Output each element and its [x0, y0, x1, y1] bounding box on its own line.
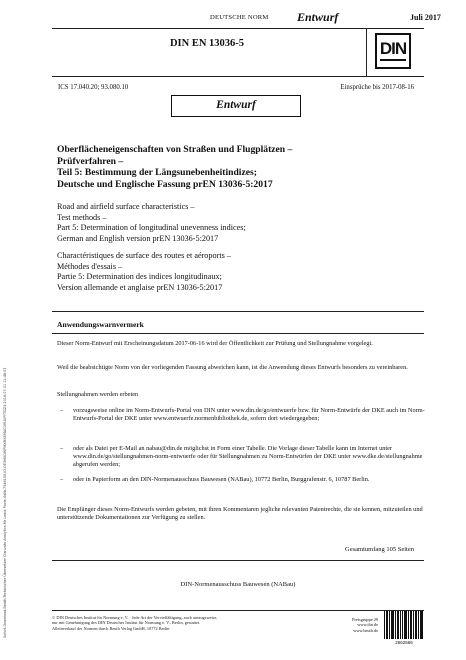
din-logo-text: DIN	[379, 39, 407, 58]
footer-copyright	[52, 615, 322, 631]
title-line: Oberflächeneigenschaften von Straßen und Flugplätzen –	[57, 144, 293, 155]
list-item-text: oder in Papierform an den DIN-Normenausschuss Bauwesen (NABau), 10772 Berlin, Burggrafenstr. 6, 10787 Berlin.	[73, 476, 370, 483]
title-line: Version allemande et anglaise prEN 13036-5:2017	[57, 282, 223, 292]
title-line: Méthodes d'essais –	[57, 261, 123, 271]
divider-publisher	[52, 560, 424, 561]
barcode-icon	[384, 611, 424, 639]
ics-code: ICS 17.040.20; 93.080.10	[58, 84, 129, 91]
warning-paragraph: Weil die beabsichtigte Norm von der vorliegenden Fassung abweichen kann, ist die Anwendung dieses Entwurfs besonders zu vereinbaren.	[57, 364, 408, 371]
price-group: Preisgruppe 29	[352, 617, 378, 622]
publisher-committee: DIN-Normenausschuss Bauwesen (NABau)	[180, 581, 296, 588]
title-french	[57, 251, 427, 293]
din-logo	[375, 33, 411, 69]
objection-deadline: Einsprüche bis 2017-08-16	[340, 84, 414, 91]
issue-date: Juli 2017	[410, 13, 441, 22]
warning-heading: Anwendungswarnvermerk	[57, 320, 144, 329]
draft-status-text: Entwurf	[216, 99, 256, 111]
footer-line: © DIN Deutsches Institut für Normung e. V. · Jede Art der Vervielfältigung, auch auszugsweise,	[52, 615, 218, 620]
list-item-text: vorzugsweise online im Norm-Entwurfs-Portal von DIN unter www.din.de/go/entwuerfe bzw. für Norm-Entwürfe der DKE auch im Norm-Entwurfs-Portal der DKE unter www.entwuerfe.normenbibliothek.de, sofern dort wiedergegeben;	[73, 407, 425, 422]
status-label: Entwurf	[297, 10, 339, 24]
total-pages: Gesamtumfang 105 Seiten	[345, 546, 414, 553]
title-line: German and English version prEN 13036-5:2017	[57, 233, 219, 243]
warning-paragraph: Stellungnahmen werden erbeten	[57, 391, 139, 398]
title-line: Road and airfield surface characteristics –	[57, 202, 195, 211]
footer-line: Alleinverkauf der Normen durch Beuth Verlag GmbH, 10772 Berlin	[52, 625, 170, 631]
title-line: Teil 5: Bestimmung der Längsunebenheitindizes;	[57, 167, 257, 179]
list-item-text: oder als Datei per E-Mail an nabau@din.de möglichst in Form einer Tabelle. Die Vorlage dieser Tabelle kann im Internet unter www.din.de/go/stellungnahmen-norm-entwuerfe oder für Stellungnahmen zu Norm-Entwürfen der DKE unter www.dke.de/stellungnahme abgerufen werden;	[73, 445, 423, 468]
title-line: Part 5: Determination of longitudinal unevenness indices;	[57, 223, 246, 233]
title-line: Deutsche und Englische Fassung prEN 13036-5:2017	[57, 178, 273, 190]
top-header	[0, 10, 466, 26]
logo-divider	[366, 28, 367, 76]
price-info	[330, 617, 378, 633]
divider-warning-bottom	[52, 333, 424, 334]
beuth-url-link[interactable]: www.beuth.de	[353, 627, 378, 633]
bullet-dash: –	[60, 445, 64, 452]
title-german	[57, 144, 427, 190]
title-line: Partie 5: Determination des indices longitudinaux;	[57, 272, 222, 282]
din-url-link[interactable]: www.din.de	[357, 622, 378, 628]
draft-status-box	[171, 95, 301, 117]
document-number: DIN EN 13036-5	[169, 38, 245, 49]
title-line: Charactéristiques de surface des routes et aéroports –	[57, 251, 231, 260]
divider-footer	[52, 610, 424, 611]
din-logo-bar	[380, 59, 406, 61]
divider-top	[52, 28, 424, 29]
divider-header	[52, 76, 424, 77]
bullet-dash: –	[60, 476, 64, 483]
warning-paragraph: Die Empfänger dieses Norm-Entwurfs werden gebeten, mit ihren Kommentaren jegliche relevanten Patentrechte, die sie kennen, mitzuteilen und unterstützende Dokumentationen zur Verfügung zu stellen.	[57, 506, 423, 521]
bullet-dash: –	[60, 407, 64, 414]
footer-line: nur mit Genehmigung des DIN Deutsches Institut für Normung e. V., Berlin, gestattet.	[52, 620, 201, 626]
divider-warning-top	[52, 311, 424, 312]
warning-paragraph: Dieser Norm-Entwurf mit Erscheinungsdatum 2017-06-16 wird der Öffentlichkeit zur Prüfung und Stellungnahme vorgelegt.	[57, 340, 373, 347]
download-watermark-text: Sofort-Download-Beuth-Technischer Übersetzer Clarivate Analytics Mr Lewis Poole-KdNr.7546155-ID.OE3MXDWPMXMXEMACURUVPFTGZ3-2018-07-01 11:48:03	[3, 367, 7, 638]
norm-label: DEUTSCHE NORM	[210, 14, 269, 21]
title-line: Test methods –	[57, 212, 107, 222]
barcode-number: 2662566	[395, 640, 413, 645]
title-english	[57, 202, 427, 244]
title-line: Prüfverfahren –	[57, 155, 124, 167]
